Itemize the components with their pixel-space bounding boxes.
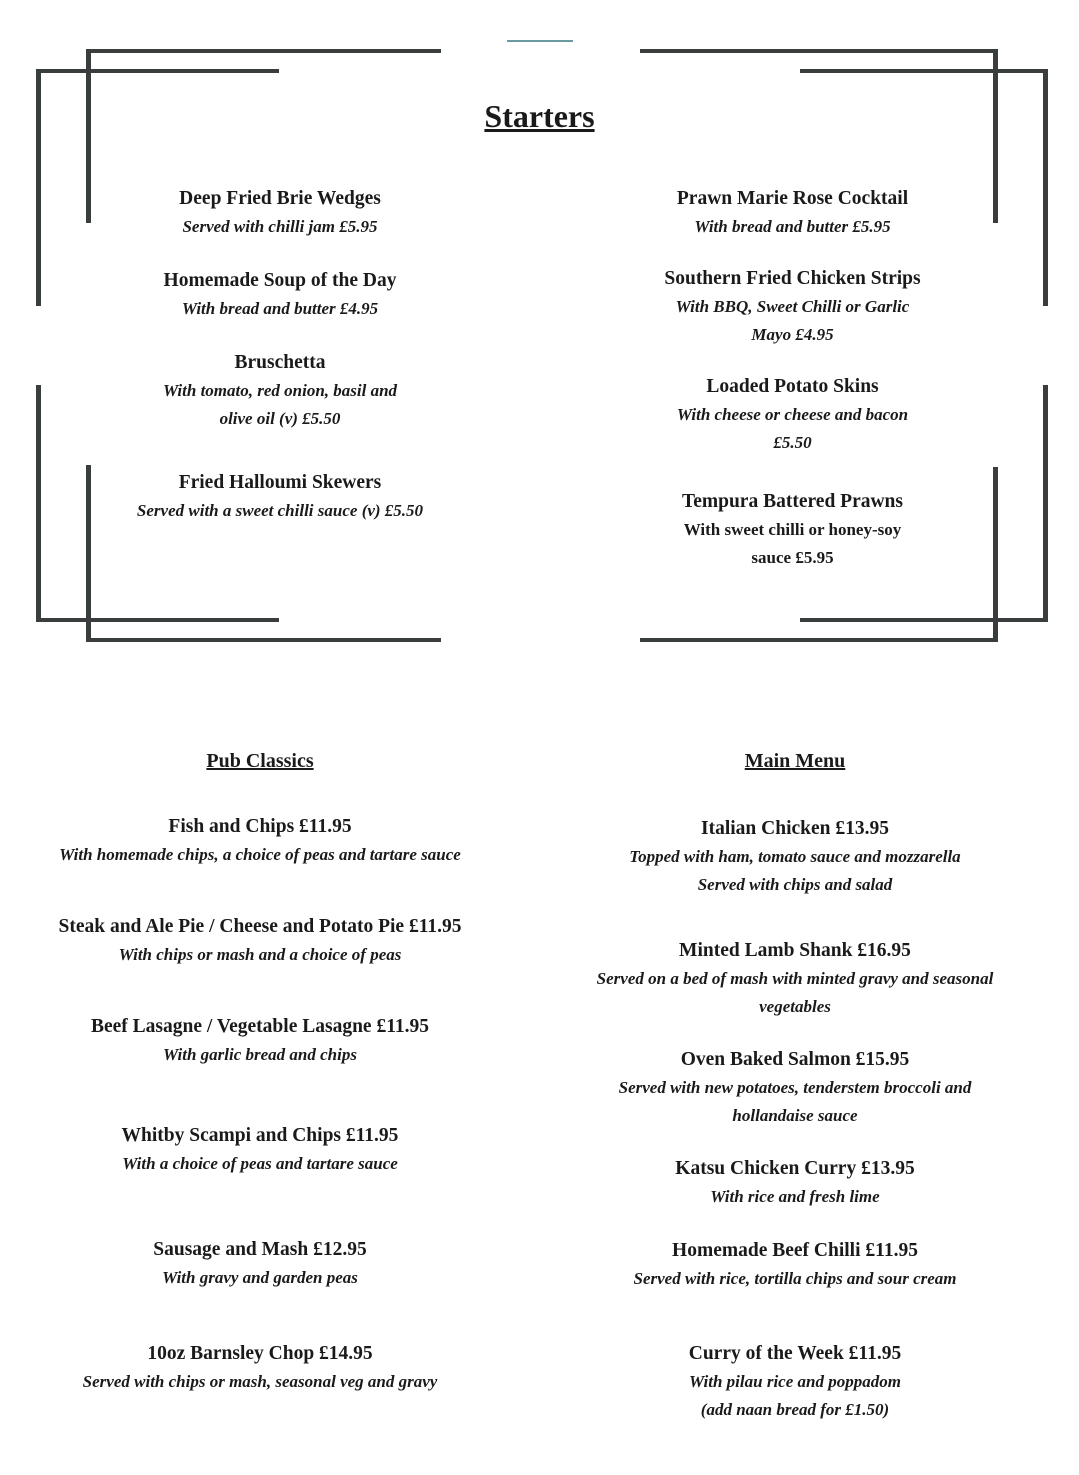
menu-item-description: With gravy and garden peas (162, 1268, 358, 1287)
menu-item-description: £5.50 (773, 433, 812, 452)
menu-item-description: Served on a bed of mash with minted gravy and seasonal (596, 969, 994, 988)
menu-item-description: With homemade chips, a choice of peas and tartare sauce (59, 845, 461, 864)
menu-item-name: Sausage and Mash £12.95 (153, 1239, 367, 1260)
menu-item-name: Steak and Ale Pie / Cheese and Potato Pie £11.95 (58, 916, 462, 937)
menu-item-description: With cheese or cheese and bacon (676, 405, 909, 424)
menu-item (0, 913, 520, 969)
menu-item-description: Served with chips and salad (697, 875, 893, 894)
menu-item-description: Topped with ham, tomato sauce and mozzarella (629, 847, 961, 866)
menu-item-name: Homemade Soup of the Day (163, 270, 397, 291)
menu-item-name: Beef Lasagne / Vegetable Lasagne £11.95 (90, 1016, 429, 1037)
menu-item-name: Deep Fried Brie Wedges (179, 188, 381, 209)
menu-item-name: Whitby Scampi and Chips £11.95 (121, 1125, 399, 1146)
pub-classics-heading: Pub Classics (206, 750, 314, 772)
menu-item-description: With bread and butter £4.95 (181, 299, 379, 318)
menu-item-name: Fried Halloumi Skewers (178, 472, 382, 493)
menu-item-name: Katsu Chicken Curry £13.95 (675, 1158, 915, 1179)
menu-item-description: olive oil (v) £5.50 (219, 409, 341, 428)
menu-item-name: Loaded Potato Skins (706, 376, 879, 397)
menu-item-description: Served with a sweet chilli sauce (v) £5.50 (136, 501, 424, 520)
menu-item-name: Minted Lamb Shank £16.95 (679, 940, 911, 961)
menu-item (530, 1237, 1060, 1293)
menu-item-name: 10oz Barnsley Chop £14.95 (147, 1343, 373, 1364)
menu-item (0, 1122, 520, 1178)
menu-item-description: With chips or mash and a choice of peas (118, 945, 402, 964)
menu-item-description: vegetables (759, 997, 831, 1016)
menu-item-description: With a choice of peas and tartare sauce (122, 1154, 398, 1173)
menu-item-description: Served with rice, tortilla chips and sour cream (633, 1269, 957, 1288)
menu-item (0, 1236, 520, 1292)
menu-item (0, 1013, 520, 1069)
menu-item (20, 469, 540, 525)
menu-item-name: Bruschetta (234, 352, 326, 373)
menu-item (540, 185, 1045, 241)
menu-item (530, 815, 1060, 899)
menu-item (0, 813, 520, 869)
menu-item (20, 349, 540, 433)
menu-item (0, 1340, 520, 1396)
menu-item-description: Served with new potatoes, tenderstem broccoli and (618, 1078, 972, 1097)
menu-item-name: Tempura Battered Prawns (682, 491, 903, 512)
menu-item-description: With sweet chilli or honey-soy (683, 520, 902, 539)
menu-item-name: Fish and Chips £11.95 (168, 816, 352, 837)
menu-item-description: With tomato, red onion, basil and (162, 381, 398, 400)
menu-item-description: With rice and fresh lime (710, 1187, 880, 1206)
menu-item-description: Served with chips or mash, seasonal veg and gravy (82, 1372, 438, 1391)
menu-item-description: With BBQ, Sweet Chilli or Garlic (675, 297, 910, 316)
menu-item-description: With pilau rice and poppadom (689, 1372, 901, 1391)
divider-line (507, 40, 573, 42)
menu-item-name: Homemade Beef Chilli £11.95 (672, 1240, 918, 1261)
menu-item (530, 1155, 1060, 1211)
menu-item-name: Curry of the Week £11.95 (688, 1343, 902, 1364)
menu-item-name: Oven Baked Salmon £15.95 (680, 1049, 910, 1070)
menu-item (530, 1340, 1060, 1424)
menu-item (20, 185, 540, 241)
menu-item-name: Italian Chicken £13.95 (701, 818, 889, 839)
menu-item (540, 488, 1045, 572)
menu-item-name: Prawn Marie Rose Cocktail (676, 188, 909, 209)
menu-item (540, 265, 1045, 349)
menu-item-description: hollandaise sauce (732, 1106, 858, 1125)
menu-item-name: Southern Fried Chicken Strips (664, 268, 921, 289)
menu-item-description: With garlic bread and chips (163, 1045, 357, 1064)
menu-item-description: Mayo £4.95 (751, 325, 834, 344)
main-menu-heading: Main Menu (744, 750, 846, 772)
menu-item (530, 1046, 1060, 1130)
menu-item-description: sauce £5.95 (751, 548, 834, 567)
menu-item (530, 937, 1060, 1021)
menu-item-description: (add naan bread for £1.50) (700, 1400, 890, 1419)
menu-item-description: Served with chilli jam £5.95 (182, 217, 378, 236)
menu-item (20, 267, 540, 323)
menu-item (540, 373, 1045, 457)
starters-heading: Starters (484, 98, 595, 134)
menu-item-description: With bread and butter £5.95 (694, 217, 891, 236)
